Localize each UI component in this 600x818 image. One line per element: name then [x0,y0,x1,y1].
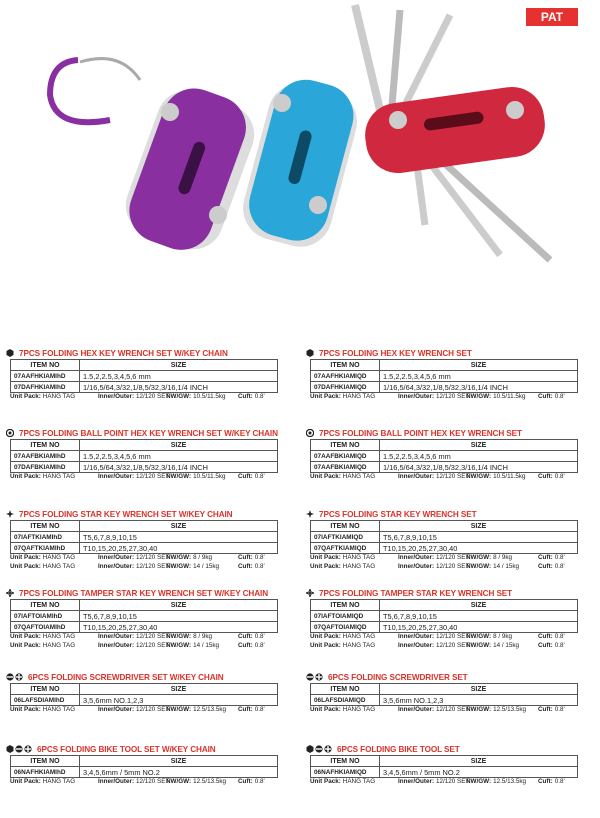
unit-pack-row: Unit Pack: HANG TAG Inner/Outer: 12/120 SET NW/GW: 12.5/13.5kg Cuft: 0.8' [310,706,565,713]
unit-pack-row: Unit Pack: HANG TAG Inner/Outer: 12/120 SET NW/GW: 14 / 15kg Cuft: 0.8' [310,563,565,570]
item-no: 07IAFTKIAMIQD [311,532,380,543]
ball-hex-icon [306,429,314,437]
unit-pack-row: Unit Pack: HANG TAG Inner/Outer: 12/120 SET NW/GW: 12.5/13.5kg Cuft: 0.8' [10,778,265,785]
product-photo [20,0,580,300]
table-row [311,371,578,382]
table-row [311,622,578,633]
product-title: 7PCS FOLDING HEX KEY WRENCH SET [319,348,472,358]
product-block [306,743,582,787]
unit-pack-row: Unit Pack: HANG TAG Inner/Outer: 12/120 SET NW/GW: 10.5/11.5kg Cuft: 0.8' [10,393,265,400]
item-no: 07QAFTKIAMIhD [11,543,80,554]
item-no: 07AAFHKIAMIhD [11,371,80,382]
table-row [11,695,278,706]
product-block [306,427,582,482]
size-value: 1/16,5/64,3/32,1/8,5/32,3/16,1/4 INCH [380,462,578,473]
size-value: T10,15,20,25,27,30,40 [380,543,578,554]
col-item-no: ITEM NO [311,600,380,611]
screwdriver-icon [15,745,23,753]
bike-tool-icon [15,673,23,681]
size-value: 3,4,5,6mm / 5mm NO.2 [80,767,278,778]
item-no: 07DAFHKIAMIQD [311,382,380,393]
table-row [11,532,278,543]
col-item-no: ITEM NO [11,440,80,451]
screwdriver-icon [315,745,323,753]
item-no: 07DAFHKIAMIhD [11,382,80,393]
table-row [11,371,278,382]
col-item-no: ITEM NO [311,521,380,532]
spec-table [10,683,278,706]
size-value: T10,15,20,25,27,30,40 [80,622,278,633]
col-item-no: ITEM NO [311,360,380,371]
product-block [6,743,282,787]
col-size: SIZE [380,600,578,611]
table-row [311,451,578,462]
unit-pack-row: Unit Pack: HANG TAG Inner/Outer: 12/120 SET NW/GW: 12.5/13.5kg Cuft: 0.8' [10,706,265,713]
product-title: 6PCS FOLDING SCREWDRIVER SET [328,672,468,682]
col-item-no: ITEM NO [311,756,380,767]
unit-pack-row: Unit Pack: HANG TAG Inner/Outer: 12/120 SET NW/GW: 10.5/11.5kg Cuft: 0.8' [10,473,265,480]
purple-tool-image [50,59,263,259]
item-no: 06LAFSDIAMIQD [311,695,380,706]
spec-table [10,439,278,473]
unit-pack-row: Unit Pack: HANG TAG Inner/Outer: 12/120 SET NW/GW: 8 / 9kg Cuft: 0.8' [10,633,265,640]
spec-table [10,520,278,554]
spec-table [310,359,578,393]
table-row [311,543,578,554]
table-row [11,767,278,778]
product-title: 7PCS FOLDING BALL POINT HEX KEY WRENCH SET [319,428,522,438]
col-size: SIZE [80,440,278,451]
unit-pack-row: Unit Pack: HANG TAG Inner/Outer: 12/120 SET NW/GW: 12.5/13.5kg Cuft: 0.8' [310,778,565,785]
product-title: 6PCS FOLDING BIKE TOOL SET [337,744,460,754]
table-row [11,543,278,554]
table-row [311,767,578,778]
table-row [311,462,578,473]
unit-pack-row: Unit Pack: HANG TAG Inner/Outer: 12/120 SET NW/GW: 14 / 15kg Cuft: 0.8' [10,642,265,649]
product-block [6,587,282,651]
hex-icon [306,349,314,357]
spec-table [310,683,578,706]
size-value: 1.5,2,2.5,3,4,5,6 mm [80,371,278,382]
size-value: 1.5,2,2.5,3,4,5,6 mm [80,451,278,462]
item-no: 07IAFTOIAMIQD [311,611,380,622]
unit-pack-row: Unit Pack: HANG TAG Inner/Outer: 12/120 SET NW/GW: 8 / 9kg Cuft: 0.8' [310,554,565,561]
tamper-star-icon [306,589,314,597]
bike-tool-icon [24,745,32,753]
ball-hex-icon [6,429,14,437]
size-value: 1/16,5/64,3/32,1/8,5/32,3/16,1/4 INCH [380,382,578,393]
col-item-no: ITEM NO [11,600,80,611]
col-size: SIZE [380,360,578,371]
table-row [11,451,278,462]
pat-badge: PAT [526,8,578,26]
unit-pack-row: Unit Pack: HANG TAG Inner/Outer: 12/120 SET NW/GW: 8 / 9kg Cuft: 0.8' [310,633,565,640]
col-size: SIZE [380,684,578,695]
item-no: 07QAFTOIAMIQD [311,622,380,633]
spec-table [310,439,578,473]
screwdriver-icon [306,673,314,681]
item-no: 07DAFBKIAMIhD [11,462,80,473]
size-value: 3,5,6mm NO.1,2,3 [380,695,578,706]
product-block [6,427,282,482]
item-no: 06NAFHKIAMIhD [11,767,80,778]
spec-table [310,755,578,778]
hex-icon [6,349,14,357]
table-row [311,695,578,706]
product-title: 7PCS FOLDING STAR KEY WRENCH SET W/KEY CHAIN [19,509,233,519]
product-block [306,587,582,651]
col-item-no: ITEM NO [11,521,80,532]
size-value: 1.5,2,2.5,3,4,5,6 mm [380,451,578,462]
col-item-no: ITEM NO [11,756,80,767]
item-no: 07IAFTOIAMIhD [11,611,80,622]
item-no: 06LAFSDIAMIhD [11,695,80,706]
col-size: SIZE [80,521,278,532]
size-value: T5,6,7,8,9,10,15 [380,532,578,543]
col-item-no: ITEM NO [11,684,80,695]
item-no: 07AAFBKIAMIQD [311,451,380,462]
item-no: 07QAFTKIAMIQD [311,543,380,554]
product-title: 7PCS FOLDING TAMPER STAR KEY WRENCH SET W/KEY CHAIN [19,588,269,598]
spec-table [10,755,278,778]
product-block [6,508,282,572]
unit-pack-row: Unit Pack: HANG TAG Inner/Outer: 12/120 SET NW/GW: 14 / 15kg Cuft: 0.8' [310,642,565,649]
table-row [11,382,278,393]
spec-table [10,359,278,393]
red-tool-image [355,5,550,260]
col-item-no: ITEM NO [311,440,380,451]
unit-pack-row: Unit Pack: HANG TAG Inner/Outer: 12/120 SET NW/GW: 8 / 9kg Cuft: 0.8' [10,554,265,561]
product-block [306,508,582,572]
product-title: 7PCS FOLDING HEX KEY WRENCH SET W/KEY CHAIN [19,348,228,358]
product-block [6,671,282,715]
table-row [11,622,278,633]
blue-tool-image [236,73,364,254]
hex-icon [6,745,14,753]
product-title: 6PCS FOLDING BIKE TOOL SET W/KEY CHAIN [37,744,216,754]
product-title: 7PCS FOLDING TAMPER STAR KEY WRENCH SET [319,588,513,598]
col-size: SIZE [80,684,278,695]
product-title: 6PCS FOLDING SCREWDRIVER SET W/KEY CHAIN [28,672,224,682]
unit-pack-row: Unit Pack: HANG TAG Inner/Outer: 12/120 SET NW/GW: 10.5/11.5kg Cuft: 0.8' [310,473,565,480]
bike-tool-icon [324,745,332,753]
col-item-no: ITEM NO [311,684,380,695]
spec-table [310,599,578,633]
screwdriver-icon [6,673,14,681]
size-value: T5,6,7,8,9,10,15 [80,611,278,622]
size-value: 1/16,5/64,3/32,1/8,5/32,3/16,1/4 INCH [80,382,278,393]
table-row [11,462,278,473]
bike-tool-icon [315,673,323,681]
star-icon [6,510,14,518]
item-no: 07QAFTOIAMIhD [11,622,80,633]
product-title: 7PCS FOLDING BALL POINT HEX KEY WRENCH SET W/KEY CHAIN [19,428,278,438]
size-value: T10,15,20,25,27,30,40 [80,543,278,554]
size-value: T5,6,7,8,9,10,15 [80,532,278,543]
col-size: SIZE [380,756,578,767]
size-value: 1/16,5/64,3/32,1/8,5/32,3/16,1/4 INCH [80,462,278,473]
unit-pack-row: Unit Pack: HANG TAG Inner/Outer: 12/120 SET NW/GW: 10.5/11.5kg Cuft: 0.8' [310,393,565,400]
table-row [311,611,578,622]
size-value: 3,5,6mm NO.1,2,3 [80,695,278,706]
col-item-no: ITEM NO [11,360,80,371]
col-size: SIZE [80,600,278,611]
size-value: T5,6,7,8,9,10,15 [380,611,578,622]
size-value: T10,15,20,25,27,30,40 [380,622,578,633]
item-no: 07AAFBKIAMIQD [311,462,380,473]
product-block [306,671,582,715]
size-value: 3,4,5,6mm / 5mm NO.2 [380,767,578,778]
col-size: SIZE [380,521,578,532]
size-value: 1.5,2,2.5,3,4,5,6 mm [380,371,578,382]
hex-icon [306,745,314,753]
product-block [6,347,282,402]
spec-table [310,520,578,554]
product-title: 7PCS FOLDING STAR KEY WRENCH SET [319,509,477,519]
spec-table [10,599,278,633]
unit-pack-row: Unit Pack: HANG TAG Inner/Outer: 12/120 SET NW/GW: 14 / 15kg Cuft: 0.8' [10,563,265,570]
item-no: 07AAFBKIAMIhD [11,451,80,462]
table-row [311,382,578,393]
item-no: 06NAFHKIAMIQD [311,767,380,778]
col-size: SIZE [80,360,278,371]
product-block [306,347,582,402]
item-no: 07AAFHKIAMIQD [311,371,380,382]
col-size: SIZE [80,756,278,767]
item-no: 07IAFTKIAMIhD [11,532,80,543]
star-icon [306,510,314,518]
tamper-star-icon [6,589,14,597]
table-row [11,611,278,622]
table-row [311,532,578,543]
col-size: SIZE [380,440,578,451]
